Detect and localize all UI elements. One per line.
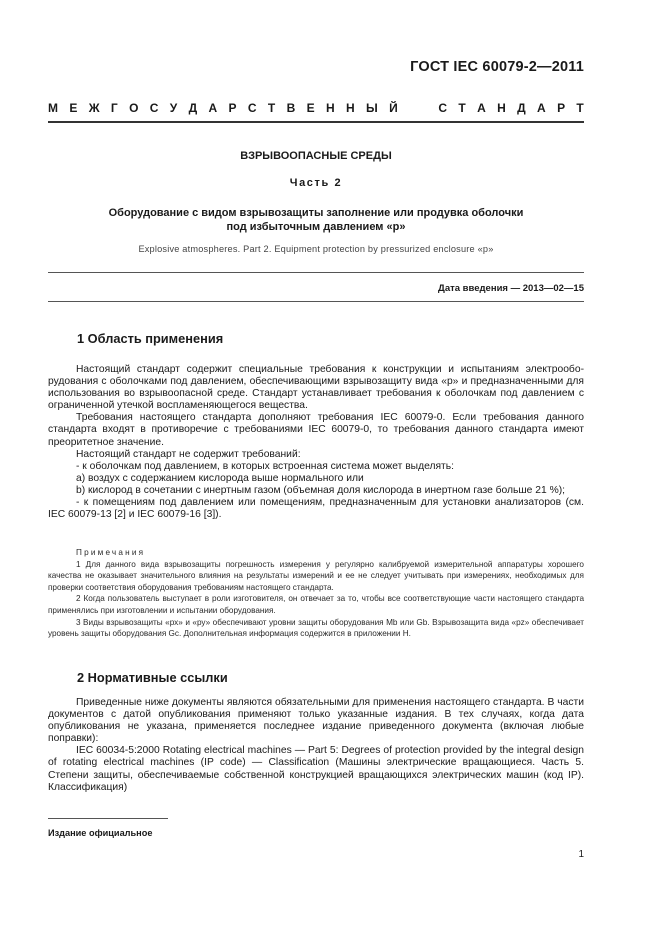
- banner-letter: С: [247, 101, 257, 115]
- section1-body: [48, 364, 584, 521]
- banner-letter: Т: [458, 101, 466, 115]
- banner-letter: А: [477, 101, 486, 115]
- date-divider: [48, 301, 584, 302]
- banner-letter: Н: [497, 101, 506, 115]
- title-subtitle-line1: Оборудование с видом взрывозащиты заполнение или продувка оболочки: [108, 207, 524, 219]
- banner-gap: [409, 101, 412, 115]
- section1-list-item: b) кислород в сочетании с инертным газом (объемная доля кислорода в инертном газе больше 21 %);: [76, 484, 566, 496]
- banner-letter: С: [438, 101, 448, 115]
- section2-heading: 2 Нормативные ссылки: [77, 670, 228, 685]
- interstate-standard-banner: [48, 101, 584, 115]
- banner-letter: Т: [267, 101, 276, 115]
- note-item: 3 Виды взрывозащиты «рх» и «ру» обеспечивают уровни защиты оборудования Mb или Gb. Взрывозащита вида «pz» обеспечивает уровень защиты оборудования Gc. Дополнительная информация содержится в приложении H.: [48, 617, 584, 639]
- header-divider: [48, 121, 584, 123]
- notes-heading: Примечания: [76, 548, 146, 557]
- banner-letter: Г: [110, 101, 118, 115]
- section1-list-item: - к оболочкам под давлением, в которых встроенная система может выделять:: [76, 460, 455, 472]
- introduction-date: Дата введения — 2013—02—15: [438, 283, 584, 294]
- note-item: 2 Когда пользователь выступает в роли изготовителя, он отвечает за то, чтобы все соответствующие части настоящего стандарта применялись при изготовлении и испытании оборудования.: [48, 594, 584, 615]
- section1-paragraph: Требования настоящего стандарта дополняют требования IEC 60079-0. Если требования данного стандарта входят в противоречие с требованиями IEC 60079-0, то требования данного стандарта имеют преоритетное значение.: [48, 412, 584, 448]
- banner-letter: Н: [345, 101, 355, 115]
- banner-letter: А: [537, 101, 546, 115]
- banner-letter: С: [149, 101, 159, 115]
- section2-paragraph: Приведенные ниже документы являются обязательными для применения настоящего стандарта. В части документов с датой опубликования применяют только указанные издания. В тех случаях, когда дата опубликования не указана, применяется последнее издание приведенного документа (включая любые поправки):: [48, 697, 584, 745]
- note-item: 1 Для данного вида взрывозащиты погрешность измерения у регулярно калибруемой измерительной аппаратуры хорошего качества не оказывает значительного влияния на результаты измерений и ее не следует учитывать при измерениях, необходимых для проверки соответствия оборудования требованиям настоящего стандарта.: [48, 559, 584, 592]
- section1-list-item: - к помещениям под давлением или помещениям, предназначенным для установки анализаторов (см. IEC 60079-13 [2] и IEC 60079-16 [3]).: [48, 497, 584, 521]
- banner-letter: Д: [517, 101, 526, 115]
- standard-number: ГОСТ IEC 60079-2—2011: [410, 59, 584, 75]
- section1-paragraph: Настоящий стандарт не содержит требований:: [76, 448, 301, 460]
- banner-gap: [424, 101, 427, 115]
- title-subtitle: [48, 206, 584, 234]
- banner-letter: У: [169, 101, 178, 115]
- title-main: ВЗРЫВООПАСНЫЕ СРЕДЫ: [240, 150, 392, 162]
- banner-letter: Ж: [88, 101, 100, 115]
- banner-letter: Ы: [365, 101, 378, 115]
- banner-letter: М: [48, 101, 58, 115]
- title-english: Explosive atmospheres. Part 2. Equipment protection by pressurized enclosure «р»: [138, 244, 494, 254]
- section1-list-item: a) воздух с содержанием кислорода выше нормального или: [76, 472, 364, 484]
- banner-letter: Р: [228, 101, 237, 115]
- official-edition-label: Издание официальное: [48, 828, 153, 838]
- banner-letter: Р: [557, 101, 566, 115]
- banner-letter: О: [129, 101, 139, 115]
- banner-letter: Й: [389, 101, 398, 115]
- banner-letter: Е: [69, 101, 78, 115]
- footer-divider: [48, 818, 168, 819]
- banner-letter: Д: [188, 101, 198, 115]
- section1-heading: 1 Область применения: [77, 331, 224, 346]
- section2-reference: IEC 60034-5:2000 Rotating electrical machines — Part 5: Degrees of protection provided by the integral design of rotating electrical machines (IP code) — Classification (Машины электрические вращающиеся. Часть 5. Степени защиты, обеспечиваемые собственной конструкцией вращающихся электрических машин (код IP). Классификация): [48, 745, 584, 793]
- section2-body: [48, 697, 584, 794]
- title-subtitle-line2: под избыточным давлением «р»: [226, 221, 406, 233]
- page-number: 1: [578, 849, 584, 860]
- title-divider: [48, 272, 584, 273]
- title-part: Часть 2: [289, 177, 343, 189]
- section1-notes: [48, 547, 584, 640]
- banner-letter: Е: [306, 101, 315, 115]
- banner-letter: Н: [325, 101, 335, 115]
- banner-letter: А: [208, 101, 218, 115]
- banner-letter: В: [286, 101, 296, 115]
- section1-paragraph: Настоящий стандарт содержит специальные требования к конструкции и испытаниям электрооборудования с оболочками под давлением, обеспечивающими взрывозащиту вида «р» и предназначенными для использования во взрывоопасной среде. Стандарт устанавливает требования к оболочкам под давлением с ограниченной утечкой воспламеняющегося вещества.: [48, 364, 584, 412]
- banner-letter: Т: [576, 101, 584, 115]
